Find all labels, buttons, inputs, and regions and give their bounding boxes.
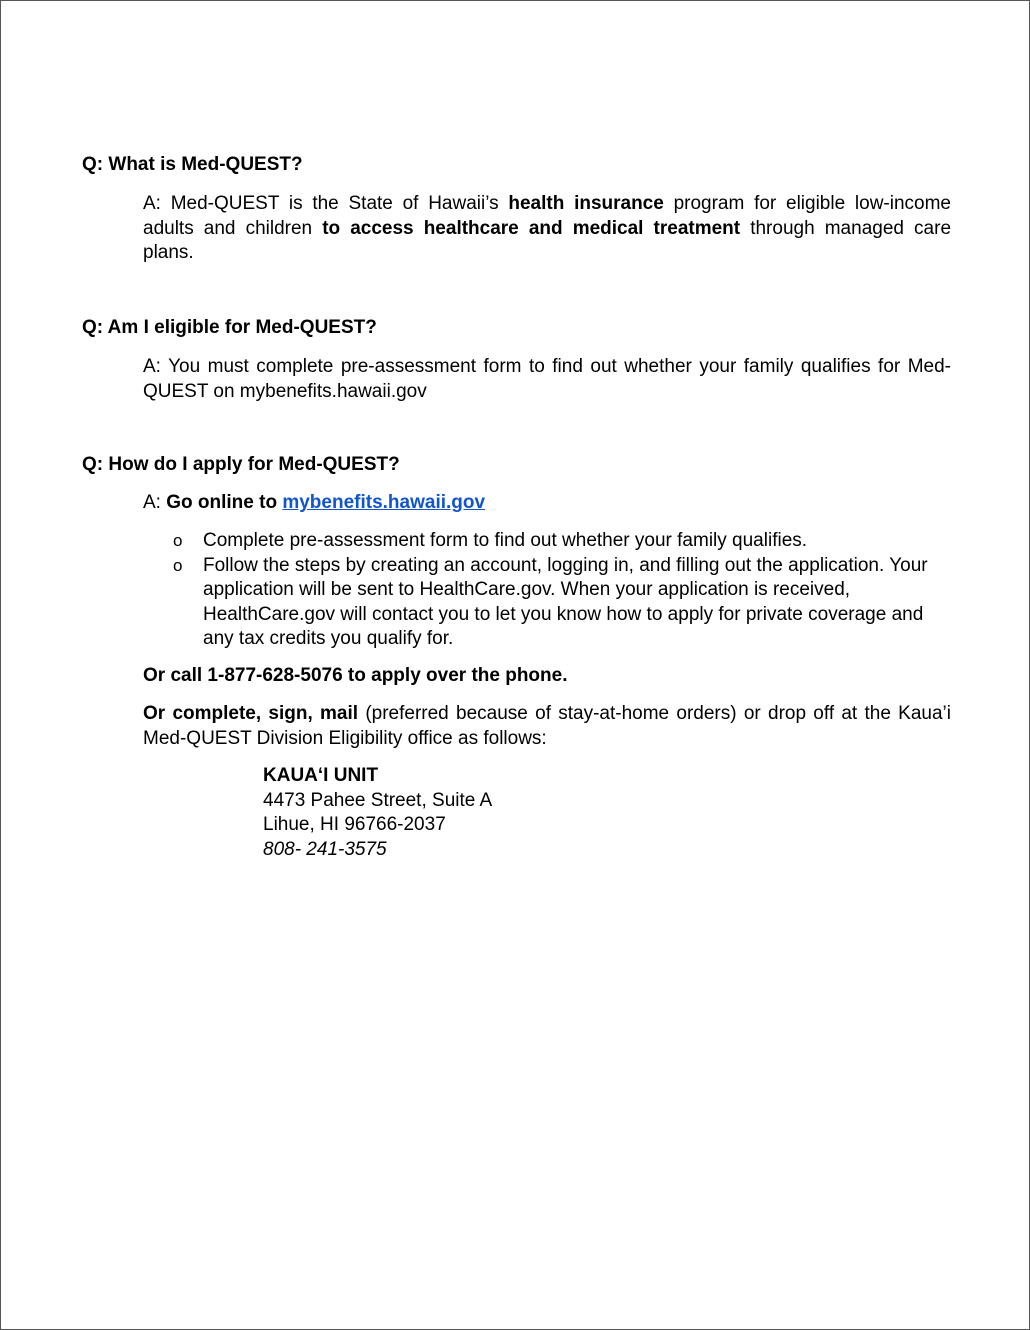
bullet-circle-icon: o: [173, 555, 183, 575]
office-address: [263, 764, 492, 862]
office-city: Lihue, HI 96766-2037: [263, 814, 446, 835]
office-unit-name: KAUA‘I UNIT: [263, 765, 379, 786]
list-item-text: Complete pre-assessment form to find out whether your family qualifies.: [203, 530, 808, 551]
mail-instruction-rest: (preferred because of stay-at-home orders) or drop off at the Kaua’i Med-QUEST Division Eligibility office as follows:: [143, 703, 951, 749]
list-item: [173, 554, 951, 652]
answer-eligible: A: You must complete pre-assessment form to find out whether your family qualifies for Med-QUEST on mybenefits.hawaii.gov: [143, 356, 951, 402]
mybenefits-link[interactable]: mybenefits.hawaii.gov: [282, 492, 486, 513]
bullet-circle-icon: o: [173, 531, 183, 550]
question-eligible: Q: Am I eligible for Med-QUEST?: [82, 317, 377, 338]
go-online-label: Go online to: [166, 492, 283, 513]
office-street: 4473 Pahee Street, Suite A: [263, 789, 493, 811]
list-item: [173, 529, 951, 554]
answer-how-apply-online: [143, 491, 951, 516]
call-instruction: Or call 1-877-628-5076 to apply over the phone.: [143, 665, 568, 686]
answer-what-is-mid: program for eligible low-income adults and children: [143, 193, 951, 239]
mail-instruction-bold: Or complete, sign, mail: [143, 703, 359, 724]
answer-prefix: A:: [143, 492, 167, 513]
answer-what-is-prefix: A: Med-QUEST is the State of Hawaii’s: [143, 193, 509, 214]
answer-what-is: [143, 192, 951, 266]
question-what-is: Q: What is Med-QUEST?: [82, 154, 303, 175]
question-how-apply: Q: How do I apply for Med-QUEST?: [82, 454, 400, 475]
answer-what-is-bold-health-insurance: health insurance: [508, 193, 664, 214]
apply-steps-list: [173, 529, 951, 652]
office-phone: 808- 241-3575: [263, 838, 387, 860]
answer-what-is-suffix: through managed care plans.: [143, 217, 952, 263]
list-item-text: Follow the steps by creating an account, logging in, and filling out the application. Your application will be sent to HealthCare.gov. When your application is received, HealthCare.gov will contact you to let you know how to apply for private coverage and any tax credits you qualify for.: [203, 554, 928, 649]
mail-instruction: [143, 702, 951, 751]
answer-what-is-bold-access: to access healthcare and medical treatment: [322, 217, 741, 239]
